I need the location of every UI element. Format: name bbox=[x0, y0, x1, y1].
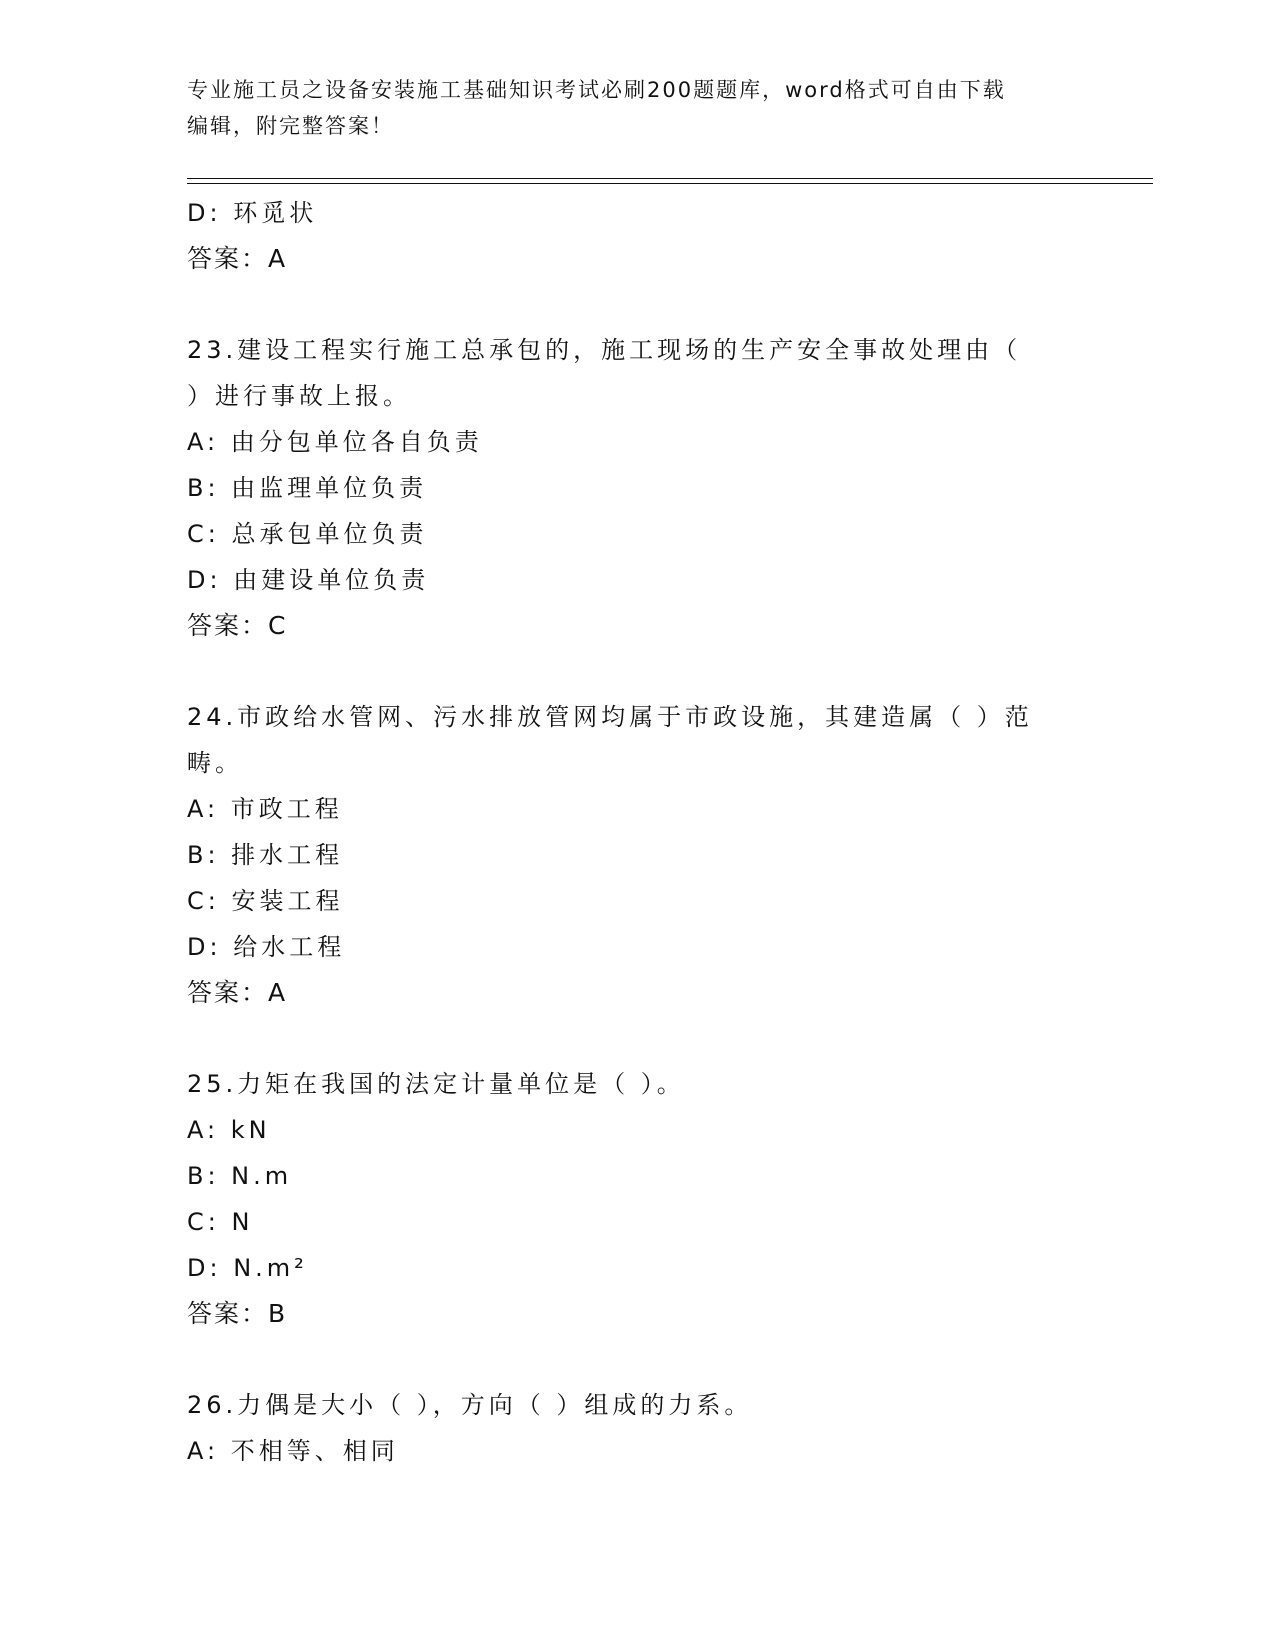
document-header bbox=[187, 72, 1087, 144]
previous-answer: 答案：A bbox=[187, 244, 288, 273]
option-b: B: N.m bbox=[187, 1162, 293, 1190]
option-a: A: 市政工程 bbox=[187, 795, 343, 823]
header-line-2: 编辑，附完整答案！ bbox=[187, 114, 394, 138]
answer: 答案：C bbox=[187, 611, 288, 640]
option-d: D: 给水工程 bbox=[187, 933, 346, 961]
header-divider-top bbox=[187, 178, 1153, 179]
question-23 bbox=[187, 327, 1067, 649]
question-24 bbox=[187, 694, 1067, 1016]
question-list bbox=[187, 190, 1067, 1474]
option-c: C: N bbox=[187, 1208, 254, 1236]
option-b: B: 由监理单位负责 bbox=[187, 474, 428, 502]
option-a: A: kN bbox=[187, 1116, 271, 1144]
question-stem: 26.力偶是大小（ ），方向（ ）组成的力系。 bbox=[187, 1391, 753, 1419]
option-c: C: 安装工程 bbox=[187, 887, 344, 915]
answer: 答案：A bbox=[187, 978, 288, 1007]
question-stem: 25.力矩在我国的法定计量单位是（ ）。 bbox=[187, 1070, 685, 1098]
option-c: C: 总承包单位负责 bbox=[187, 520, 428, 548]
previous-option-d: D: 环觅状 bbox=[187, 199, 318, 227]
header-line-1: 专业施工员之设备安装施工基础知识考试必刷200题题库，word格式可自由下载 bbox=[187, 78, 1006, 102]
answer: 答案：B bbox=[187, 1299, 288, 1328]
question-stem-continued: 畴。 bbox=[187, 749, 243, 777]
question-25 bbox=[187, 1061, 1067, 1337]
option-d: D: N.m² bbox=[187, 1254, 308, 1282]
option-d: D: 由建设单位负责 bbox=[187, 566, 430, 594]
question-stem-continued: ）进行事故上报。 bbox=[187, 382, 411, 410]
option-a: A: 由分包单位各自负责 bbox=[187, 428, 483, 456]
option-a: A: 不相等、相同 bbox=[187, 1437, 399, 1465]
option-b: B: 排水工程 bbox=[187, 841, 344, 869]
question-stem: 24.市政给水管网、污水排放管网均属于市政设施，其建造属（ ）范 bbox=[187, 703, 1033, 731]
question-stem: 23.建设工程实行施工总承包的，施工现场的生产安全事故处理由（ bbox=[187, 336, 1022, 364]
header-divider-bottom bbox=[187, 183, 1153, 184]
question-26 bbox=[187, 1382, 1067, 1474]
